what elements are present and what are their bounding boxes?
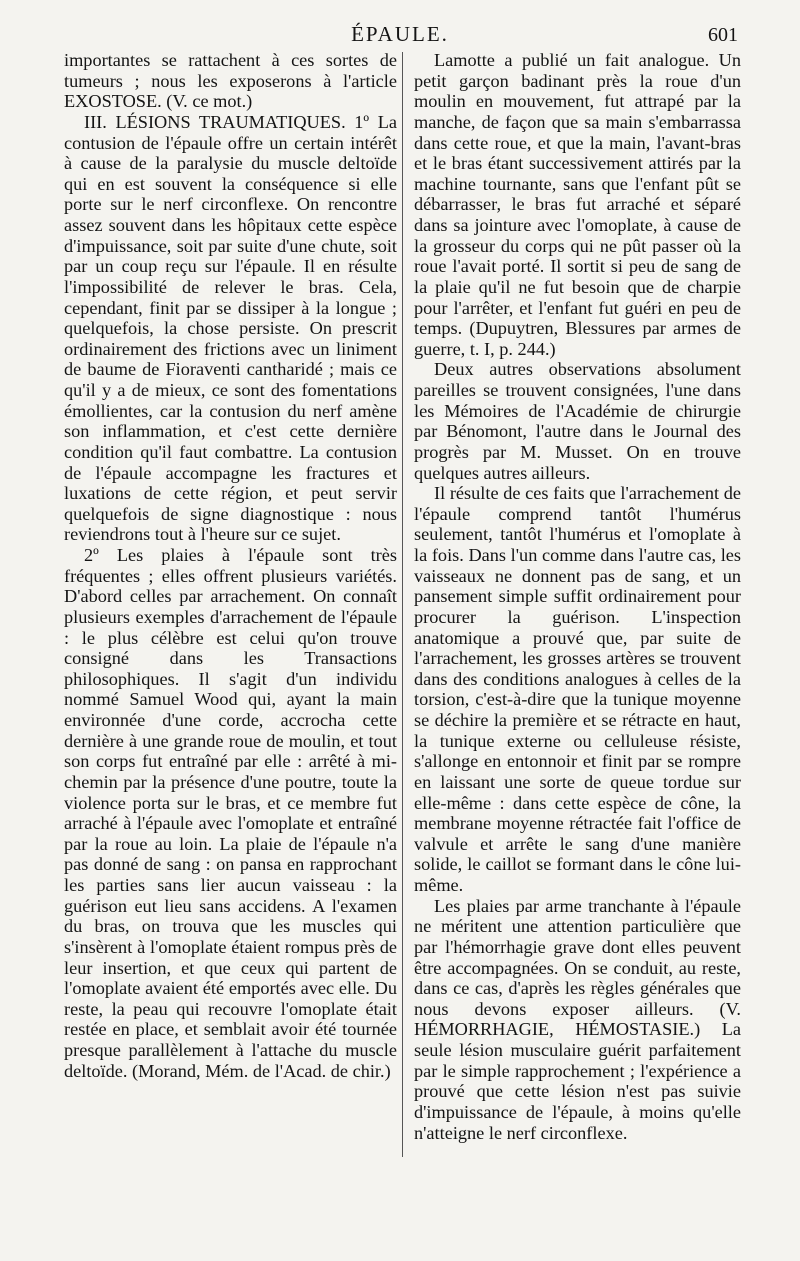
running-head: ÉPAULE.	[351, 22, 449, 46]
left-column	[64, 50, 397, 1081]
left-paragraph-2: III. LÉSIONS TRAUMATIQUES. 1º La contusion de l'épaule offre un certain intérêt à cause de la paralysie du muscle deltoïde qui en est souvent la conséquence si elle porte sur le nerf circonflexe. On rencontre assez souvent dans les hôpitaux cette espèce d'impuissance, soit par suite d'une chute, soit par un coup reçu sur l'épaule. Il en résulte l'impossibilité de relever le bras. Cela, cependant, finit par se dissiper à la longue ; quelquefois, la chose persiste. On prescrit ordinairement des frictions avec un liniment de baume de Fioraventi cantharidé ; mais ce qu'il y a de mieux, ce sont des fomentations émollientes, car la contusion du nerf amène son inflammation, et c'est cette dernière condition qu'il faut combattre. La contusion de l'épaule accompagne les fractures et luxations de cette région, et peut servir quelquefois de signe diagnostique : nous reviendrons tout à l'heure sur ce sujet.	[64, 111, 397, 545]
right-paragraph-3: Il résulte de ces faits que l'arrachement de l'épaule comprend tantôt l'humérus seulement, tantôt l'humérus et l'omoplate à la fois. Dans l'un comme dans l'autre cas, les vaisseaux ne donnent pas de sang, et un pansement simple suffit ordinairement pour procurer la guérison. L'inspection anatomique a prouvé que, par suite de l'arrachement, les grosses artères se trouvent dans des conditions analogues à celles de la torsion, c'est-à-dire que la tunique moyenne se déchire la première et se rétracte en haut, la tunique externe ou celluleuse résiste, s'allonge en entonnoir et finit par se rompre en laissant une sorte de queue tordue sur elle-même : dans cette espèce de cône, la membrane moyenne rétractée fait l'office de valvule et arrête le sang d'une manière solide, le caillot se formant dans le cône lui-même.	[414, 483, 741, 895]
column-divider	[402, 52, 403, 1157]
left-paragraph-3: 2º Les plaies à l'épaule sont très fréquentes ; elles offrent plusieurs variétés. D'abord celles par arrachement. On connaît plusieurs exemples d'arrachement de l'épaule : le plus célèbre est celui qu'on trouve consigné dans les Transactions philosophiques. Il s'agit d'un individu nommé Samuel Wood qui, ayant la main environnée d'une corde, accrocha cette dernière à une grande roue de moulin, et tout son corps fut entraîné par elle : arrêté à mi-chemin par la présence d'une poutre, toute la violence porta sur le bras, et ce membre fut arraché à l'épaule avec l'omoplate et entraîné par la roue au loin. La plaie de l'épaule n'a pas donné de sang : on pansa en rapprochant les parties sans lier aucun vaisseau : la guérison eut lieu sans accidens. A l'examen du bras, on trouva que les muscles qui s'insèrent à l'omoplate étaient rompus près de leur insertion, et que ceux qui partent de l'omoplate avaient été emportés avec elle. Du reste, la peau qui recouvre l'omoplate était restée en place, et semblait avoir été tournée presque parallèlement à l'attache du muscle deltoïde. (Morand, Mém. de l'Acad. de chir.)	[64, 545, 397, 1081]
right-column	[414, 50, 741, 1143]
right-paragraph-2: Deux autres observations absolument pareilles se trouvent consignées, l'une dans les Mémoires de l'Académie de chirurgie par Bénomont, l'autre dans le Journal des progrès par M. Musset. On en trouve quelques autres ailleurs.	[414, 359, 741, 483]
page-number: 601	[708, 24, 738, 46]
left-paragraph-1: importantes se rattachent à ces sortes de tumeurs ; nous les exposerons à l'article EXOSTOSE. (V. ce mot.)	[64, 50, 397, 112]
right-paragraph-1: Lamotte a publié un fait analogue. Un petit garçon badinant près la roue d'un moulin en mouvement, fut attrapé par la manche, de façon que sa main s'embarrassa dans cette roue, et que la main, l'avant-bras et le bras étant successivement attirés par la machine tournante, sans que l'enfant pût se débarrasser, le bras fut arraché et séparé dans sa jointure avec l'omoplate, à cause de la grosseur du corps qui ne pût passer où la roue l'avait porté. Il sortit si peu de sang de la plaie qu'il ne fut besoin que de charpie pour l'arrêter, et l'enfant fut guéri en peu de temps. (Dupuytren, Blessures par armes de guerre, t. I, p. 244.)	[414, 50, 741, 359]
right-paragraph-4: Les plaies par arme tranchante à l'épaule ne méritent une attention particulière que par l'hémorrhagie grave dont elles peuvent être accompagnées. On se conduit, au reste, dans ce cas, d'après les règles générales que nous devons exposer ailleurs. (V. HÉMORRHAGIE, HÉMOSTASIE.) La seule lésion musculaire guérit parfaitement par le simple rapprochement ; l'expérience a prouvé que cette lésion n'est pas suivie d'impuissance de l'épaule, à moins qu'elle n'atteigne le nerf circonflexe.	[414, 895, 741, 1143]
